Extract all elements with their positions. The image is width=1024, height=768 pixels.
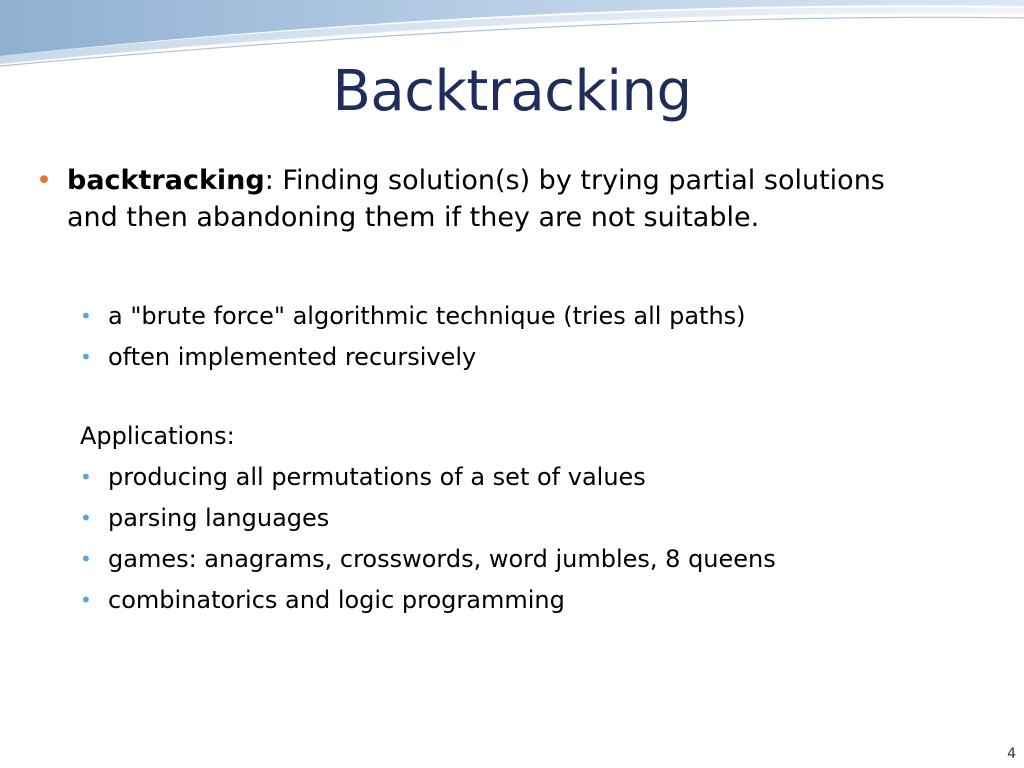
list-item-text: combinatorics and logic programming: [108, 586, 565, 614]
list-item: [80, 457, 980, 498]
list-item-text: a "brute force" algorithmic technique (tries all paths): [108, 302, 746, 330]
list-item: [80, 539, 980, 580]
blue-bullet-icon: •: [80, 506, 92, 530]
blue-bullet-icon: •: [80, 304, 92, 328]
list-item: [80, 498, 980, 539]
list-item: [80, 580, 980, 621]
definition-body: : Finding solution(s) by trying partial solutions and then abandoning them if they are not suitable.: [67, 165, 885, 233]
list-item-text: parsing languages: [108, 504, 330, 532]
orange-bullet-icon: •: [36, 165, 52, 196]
list-item: [80, 296, 960, 337]
blue-bullet-icon: •: [80, 588, 92, 612]
list-item: [80, 337, 960, 378]
definition-bullet: [36, 162, 896, 236]
blue-bullet-icon: •: [80, 547, 92, 571]
definition-text: [67, 162, 896, 236]
definition-term: backtracking: [67, 165, 265, 196]
list-item-text: producing all permutations of a set of values: [108, 463, 646, 491]
technique-list: [80, 296, 960, 378]
list-item-text: games: anagrams, crosswords, word jumbles, 8 queens: [108, 545, 776, 573]
blue-bullet-icon: •: [80, 345, 92, 369]
slide-title: Backtracking: [332, 59, 692, 124]
page-number: 4: [1007, 746, 1016, 762]
blue-bullet-icon: •: [80, 465, 92, 489]
applications-list: [80, 457, 980, 621]
applications-heading: Applications:: [80, 422, 235, 450]
list-item-text: often implemented recursively: [108, 343, 477, 371]
